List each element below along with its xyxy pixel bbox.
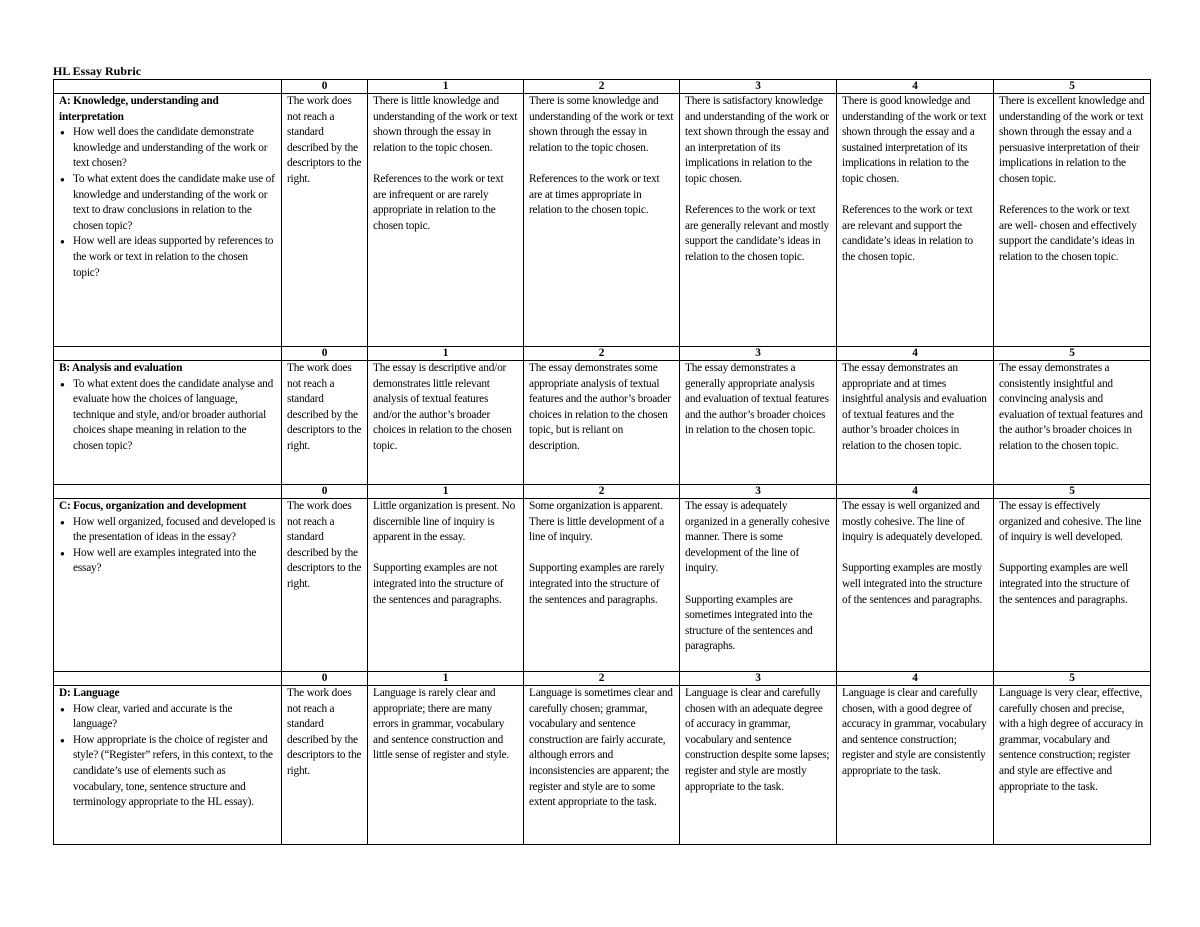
score-header-blank [54,347,282,361]
level-descriptor-text: Supporting examples are mostly well integrated into the structure of the sentences and paragraphs. [842,562,983,606]
score-header-blank [54,80,282,94]
score-header-cell: 1 [368,485,524,499]
score-header-cell: 1 [368,347,524,361]
level-descriptor-text: The work does not reach a standard described by the descriptors to the right. [287,362,362,452]
criterion-question: ● How well are examples integrated into the essay? [59,546,276,577]
criterion-question: ● How clear, varied and accurate is the language? [59,702,276,733]
score-header-cell: 1 [368,672,524,686]
level-descriptor-text: The essay is well organized and mostly cohesive. The line of inquiry is adequately developed. [842,500,983,544]
score-header-cell: 2 [524,347,680,361]
level-descriptor-cell [282,94,368,347]
score-header-cell: 4 [837,485,994,499]
level-descriptor-cell [994,361,1151,485]
score-header-cell: 0 [282,485,368,499]
level-descriptor-text: The work does not reach a standard described by the descriptors to the right. [287,687,362,777]
score-header-cell: 5 [994,672,1151,686]
score-header-cell: 4 [837,80,994,94]
score-header-row [54,672,1151,686]
level-descriptor-cell [368,686,524,845]
rubric-table [53,79,1151,845]
level-descriptor-text: Supporting examples are rarely integrated into the structure of the sentences and paragraphs. [529,562,665,606]
score-header-cell: 3 [680,80,837,94]
score-header-cell: 5 [994,347,1151,361]
level-descriptor-text: Language is clear and carefully chosen, with a good degree of accuracy in grammar, vocabulary and sentence construction; register and style are consistently appropriate to the task. [842,687,987,777]
score-header-cell: 4 [837,347,994,361]
score-header-cell: 3 [680,672,837,686]
level-descriptor-cell [994,499,1151,672]
level-descriptor-text: The essay demonstrates a consistently insightful and convincing analysis and evaluation of textual features and the author’s broader choices in relation to the chosen topic. [999,362,1143,452]
criterion-question: ● How well does the candidate demonstrate knowledge and understanding of the work or text chosen? [59,125,276,172]
level-descriptor-text: There is some knowledge and understanding of the work or text shown through the essay in relation to the topic chosen. [529,95,674,154]
level-descriptor-text: Supporting examples are not integrated into the structure of the sentences and paragraphs. [373,562,504,606]
level-descriptor-cell [524,499,680,672]
level-descriptor-cell [368,94,524,347]
level-descriptor-text: References to the work or text are infrequent or are rarely appropriate in relation to the chosen topic. [373,172,504,232]
level-descriptor-cell [837,499,994,672]
level-descriptor-text: There is satisfactory knowledge and understanding of the work or text shown through the essay and an interpretation of its implications in relation to the topic chosen. [685,95,829,185]
criterion-cell [54,499,282,672]
level-descriptor-cell [994,94,1151,347]
level-descriptor-cell [680,499,837,672]
criterion-questions [59,377,276,455]
level-descriptor-text: There is good knowledge and understanding of the work or text shown through the essay and a sustained interpretation of its implications in relation to the topic chosen. [842,95,987,185]
level-descriptor-cell [282,686,368,845]
criterion-row [54,361,1151,485]
level-descriptor-cell [524,94,680,347]
level-descriptor-cell [524,361,680,485]
score-header-cell: 3 [680,485,837,499]
level-descriptor-text: References to the work or text are generally relevant and mostly support the candidate’s ideas in relation to the chosen topic. [685,204,829,263]
score-header-cell: 4 [837,672,994,686]
criterion-question: ● To what extent does the candidate make use of knowledge and understanding of the work or text to draw conclusions in relation to the chosen topic? [59,172,276,234]
level-descriptor-text: References to the work or text are well- chosen and effectively support the candidate’s ideas in relation to the chosen topic. [999,204,1137,263]
level-descriptor-text: Language is sometimes clear and carefully chosen; grammar, vocabulary and sentence construction are fairly accurate, although errors and inconsistencies are apparent; the register and style are to some extent appropriate to the task. [529,687,673,809]
level-descriptor-text: Language is clear and carefully chosen with an adequate degree of accuracy in grammar, vocabulary and sentence construction despite some lapses; register and style are mostly appropriate to the task. [685,687,830,793]
level-descriptor-text: The work does not reach a standard described by the descriptors to the right. [287,500,362,590]
score-header-row [54,80,1151,94]
criterion-row [54,94,1151,347]
level-descriptor-cell [368,499,524,672]
level-descriptor-text: Supporting examples are well integrated into the structure of the sentences and paragraphs. [999,562,1130,606]
score-header-cell: 5 [994,485,1151,499]
score-header-cell: 5 [994,80,1151,94]
criterion-questions [59,702,276,811]
level-descriptor-cell [680,361,837,485]
criterion-cell [54,94,282,347]
level-descriptor-text: References to the work or text are at times appropriate in relation to the chosen topic. [529,172,660,217]
score-header-cell: 1 [368,80,524,94]
criterion-cell [54,686,282,845]
criterion-question: ● How well organized, focused and developed is the presentation of ideas in the essay? [59,515,276,546]
score-header-cell: 0 [282,672,368,686]
criterion-questions [59,125,276,281]
page-title: HL Essay Rubric [53,64,142,78]
score-header-blank [54,485,282,499]
level-descriptor-text: References to the work or text are relevant and support the candidate’s ideas in relation to the chosen topic. [842,204,973,263]
level-descriptor-cell [282,361,368,485]
criterion-question: ● To what extent does the candidate analyse and evaluate how the choices of language, technique and style, and/or broader authorial choices shape meaning in relation to the chosen topic? [59,377,276,455]
level-descriptor-text: The essay is descriptive and/or demonstrates little relevant analysis of textual features and/or the author’s broader choices in relation to the chosen topic. [373,362,512,452]
level-descriptor-text: Some organization is apparent. There is little development of a line of inquiry. [529,500,665,544]
level-descriptor-cell [680,94,837,347]
level-descriptor-cell [524,686,680,845]
score-header-blank [54,672,282,686]
level-descriptor-text: The essay demonstrates some appropriate analysis of textual features and the author’s broader choices in relation to the chosen topic, but is reliant on description. [529,362,671,452]
score-header-cell: 0 [282,80,368,94]
criterion-title: A: Knowledge, understanding and interpretation [59,95,219,123]
level-descriptor-text: Supporting examples are sometimes integrated into the structure of the sentences and paragraphs. [685,593,813,653]
level-descriptor-text: Language is very clear, effective, carefully chosen and precise, with a high degree of accuracy in grammar, vocabulary and sentence construction; register and style are effective and appropriate to the task. [999,687,1143,793]
level-descriptor-text: Little organization is present. No discernible line of inquiry is apparent in the essay. [373,500,516,544]
score-header-cell: 2 [524,485,680,499]
level-descriptor-cell [680,686,837,845]
criterion-row [54,686,1151,845]
criterion-question: ● How well are ideas supported by references to the work or text in relation to the chosen topic? [59,234,276,281]
criterion-row [54,499,1151,672]
criterion-cell [54,361,282,485]
level-descriptor-text: The work does not reach a standard described by the descriptors to the right. [287,95,362,185]
level-descriptor-cell [837,94,994,347]
level-descriptor-cell [282,499,368,672]
score-header-cell: 0 [282,347,368,361]
criterion-title: B: Analysis and evaluation [59,362,183,374]
criterion-title: C: Focus, organization and development [59,500,247,512]
score-header-cell: 2 [524,80,680,94]
level-descriptor-text: There is excellent knowledge and understanding of the work or text shown through the essay and a persuasive interpretation of their implications in relation to the chosen topic. [999,95,1145,185]
score-header-cell: 3 [680,347,837,361]
score-header-cell: 2 [524,672,680,686]
level-descriptor-cell [837,686,994,845]
level-descriptor-text: The essay demonstrates a generally appropriate analysis and evaluation of textual features and the author’s broader choices in relation to the chosen topic. [685,362,829,437]
criterion-question: ● How appropriate is the choice of register and style? (“Register” refers, in this context, to the candidate’s use of elements such as vocabulary, tone, sentence structure and terminology appropriate to the HL essay). [59,733,276,811]
criterion-title: D: Language [59,687,120,699]
level-descriptor-cell [837,361,994,485]
level-descriptor-text: The essay is adequately organized in a generally cohesive manner. There is some development of the line of inquiry. [685,500,830,575]
level-descriptor-text: The essay is effectively organized and cohesive. The line of inquiry is well developed. [999,500,1142,544]
level-descriptor-text: There is little knowledge and understanding of the work or text shown through the essay in relation to the topic chosen. [373,95,518,154]
score-header-row [54,347,1151,361]
level-descriptor-text: The essay demonstrates an appropriate and at times insightful analysis and evaluation of textual features and the author’s broader choices in relation to the chosen topic. [842,362,987,452]
score-header-row [54,485,1151,499]
level-descriptor-cell [368,361,524,485]
level-descriptor-text: Language is rarely clear and appropriate; there are many errors in grammar, vocabulary and sentence construction and little sense of register and style. [373,687,510,762]
criterion-questions [59,515,276,577]
level-descriptor-cell [994,686,1151,845]
